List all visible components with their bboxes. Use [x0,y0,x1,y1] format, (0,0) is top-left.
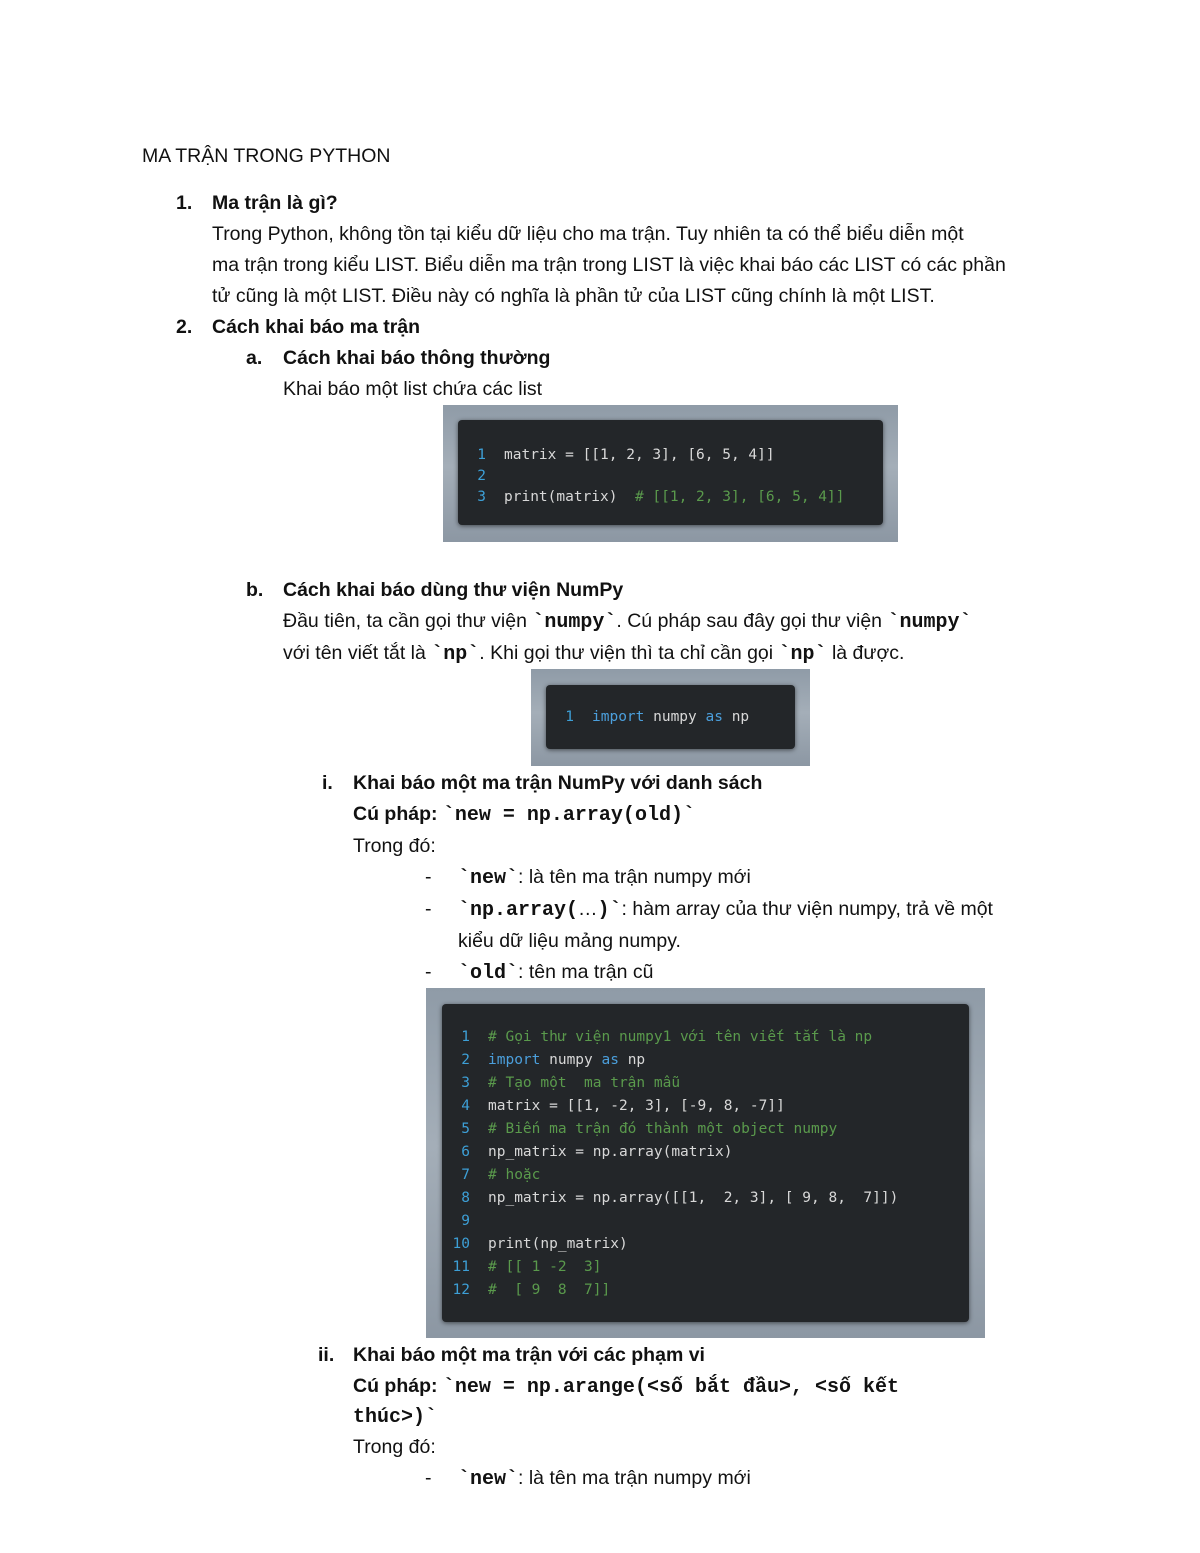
line-number: 8 [461,1190,470,1206]
subsection-a-label: a. [246,347,263,369]
text-run: . Cú pháp sau đây gọi thư viện [616,610,888,632]
code-line [442,1072,680,1095]
code-text: matrix = [[1, -2, 3], [-9, 8, -7]] [488,1098,785,1114]
bullet-np-array-cont: kiểu dữ liệu mảng numpy. [458,930,681,952]
code-line [442,1279,610,1302]
code-line [442,1118,837,1141]
code-keyword: import [488,1052,541,1068]
line-number: 12 [452,1282,470,1298]
code-text: matrix = [[1, 2, 3], [6, 5, 4]] [504,447,775,463]
line-number: 5 [461,1121,470,1137]
item-i-trong-do: Trong đó: [353,835,436,857]
code-keyword: as [601,1052,619,1068]
section-1-number: 1. [176,192,193,214]
code-line [442,1095,785,1118]
code-line [442,1256,602,1279]
subsection-b-line-2 [283,638,904,670]
code-text: np_matrix = np.array(matrix) [488,1144,733,1160]
line-number: 2 [461,1052,470,1068]
inline-code: )` [597,899,622,922]
code-keyword: as [705,709,723,725]
code-block [442,1004,969,1322]
bullet-new [458,1463,751,1495]
code-line [442,1164,540,1187]
inline-code: `new` [458,867,519,890]
inline-code: `new` [458,1468,519,1491]
code-line [546,706,749,729]
code-comment: # hoặc [488,1167,541,1183]
line-number: 9 [461,1213,470,1229]
line-number: 3 [477,489,486,505]
bullet-dash: - [425,866,432,888]
code-text: np [618,1052,646,1068]
line-number: 4 [461,1098,470,1114]
inline-code: `np` [431,643,480,666]
inline-code: `np.array( [458,899,579,922]
item-ii-label: ii. [318,1344,335,1366]
text-run: : hàm array của thư viện numpy, trả về một [621,898,993,920]
code-text: print(matrix) [504,489,635,505]
inline-code: `numpy` [532,611,617,634]
document-title: MA TRẬN TRONG PYTHON [142,145,391,167]
item-ii-syntax-line-2 [353,1401,437,1433]
code-line [442,1049,645,1072]
item-i-syntax [353,799,695,831]
code-text: np [722,709,750,725]
line-number: 6 [461,1144,470,1160]
bullet-np-array [458,894,993,926]
inline-code: `np` [778,643,827,666]
code-text: numpy [644,709,706,725]
code-line [442,1233,628,1256]
subsection-b-line-1 [283,606,971,638]
subsection-a-heading: Cách khai báo thông thường [283,347,551,369]
code-keyword: import [592,709,645,725]
text-run: … [578,898,598,920]
item-i-label: i. [322,772,333,794]
code-text: numpy [540,1052,602,1068]
line-number: 3 [461,1075,470,1091]
bullet-dash: - [425,1467,432,1489]
code-comment: # [[ 1 -2 3] [488,1259,602,1275]
syntax-label: Cú pháp: [353,1375,443,1397]
code-text: print(np_matrix) [488,1236,628,1252]
line-number: 10 [452,1236,470,1252]
inline-code: `new = np.array(old)` [442,804,695,827]
inline-code: `numpy` [887,611,972,634]
code-line [458,465,504,488]
text-run: Đầu tiên, ta cần gọi thư viện [283,610,533,632]
code-image-import [531,669,810,766]
code-comment: # [[1, 2, 3], [6, 5, 4]] [634,489,845,505]
item-ii-heading: Khai báo một ma trận với các phạm vi [353,1344,705,1366]
line-number: 2 [477,468,486,484]
section-2-heading: Cách khai báo ma trận [212,316,421,338]
text-run: . Khi gọi thư viện thì ta chỉ cần gọi [479,642,779,664]
line-number: 1 [565,709,574,725]
text-run: : là tên ma trận numpy mới [518,866,751,888]
inline-code: thúc>)` [353,1406,438,1429]
section-1-heading: Ma trận là gì? [212,192,338,214]
item-ii-trong-do: Trong đó: [353,1436,436,1458]
line-number: 7 [461,1167,470,1183]
code-comment: # Biến ma trận đó thành một object numpy [488,1121,838,1137]
line-number: 1 [461,1029,470,1045]
inline-code: `old` [458,962,519,985]
bullet-new [458,862,751,894]
code-line [458,486,844,509]
code-line [458,444,775,467]
subsection-b-label: b. [246,579,264,601]
text-run: : là tên ma trận numpy mới [518,1467,751,1489]
code-block [546,685,795,749]
syntax-label: Cú pháp: [353,803,443,825]
code-comment: # Tạo một ma trận mẫu [488,1075,681,1091]
code-line [442,1141,732,1164]
bullet-dash: - [425,961,432,983]
section-1-para-line-1: Trong Python, không tồn tại kiểu dữ liệu cho ma trận. Tuy nhiên ta có thể biểu diễn một [212,223,964,245]
text-run: là được. [826,642,905,664]
text-run: : tên ma trận cũ [518,961,654,983]
code-line [442,1187,898,1210]
item-i-heading: Khai báo một ma trận NumPy với danh sách [353,772,763,794]
line-number: 11 [452,1259,470,1275]
inline-code: `new = np.arange(<số bắt đầu>, <số kết [442,1376,899,1399]
item-ii-syntax-line-1 [353,1371,899,1403]
bullet-old [458,957,654,989]
code-image-list-matrix [443,405,898,542]
code-comment: # Gọi thư viện numpy1 với tên viết tắt là np [488,1029,873,1045]
bullet-dash: - [425,898,432,920]
section-2-number: 2. [176,316,193,338]
code-text: np_matrix = np.array([[1, 2, 3], [ 9, 8, 7]]) [488,1190,899,1206]
code-block [458,420,883,525]
subsection-a-text: Khai báo một list chứa các list [283,378,543,400]
code-comment: # [ 9 8 7]] [488,1282,611,1298]
code-image-np-array [426,988,985,1338]
section-1-para-line-2: ma trận trong kiểu LIST. Biểu diễn ma trận trong LIST là việc khai báo các LIST có các phần [212,254,1006,276]
code-line [442,1026,872,1049]
section-1-para-line-3: tử cũng là một LIST. Điều này có nghĩa là phần tử của LIST cũng chính là một LIST. [212,285,935,307]
subsection-b-heading: Cách khai báo dùng thư viện NumPy [283,579,624,601]
code-line [442,1210,488,1233]
text-run: với tên viết tắt là [283,642,432,664]
line-number: 1 [477,447,486,463]
